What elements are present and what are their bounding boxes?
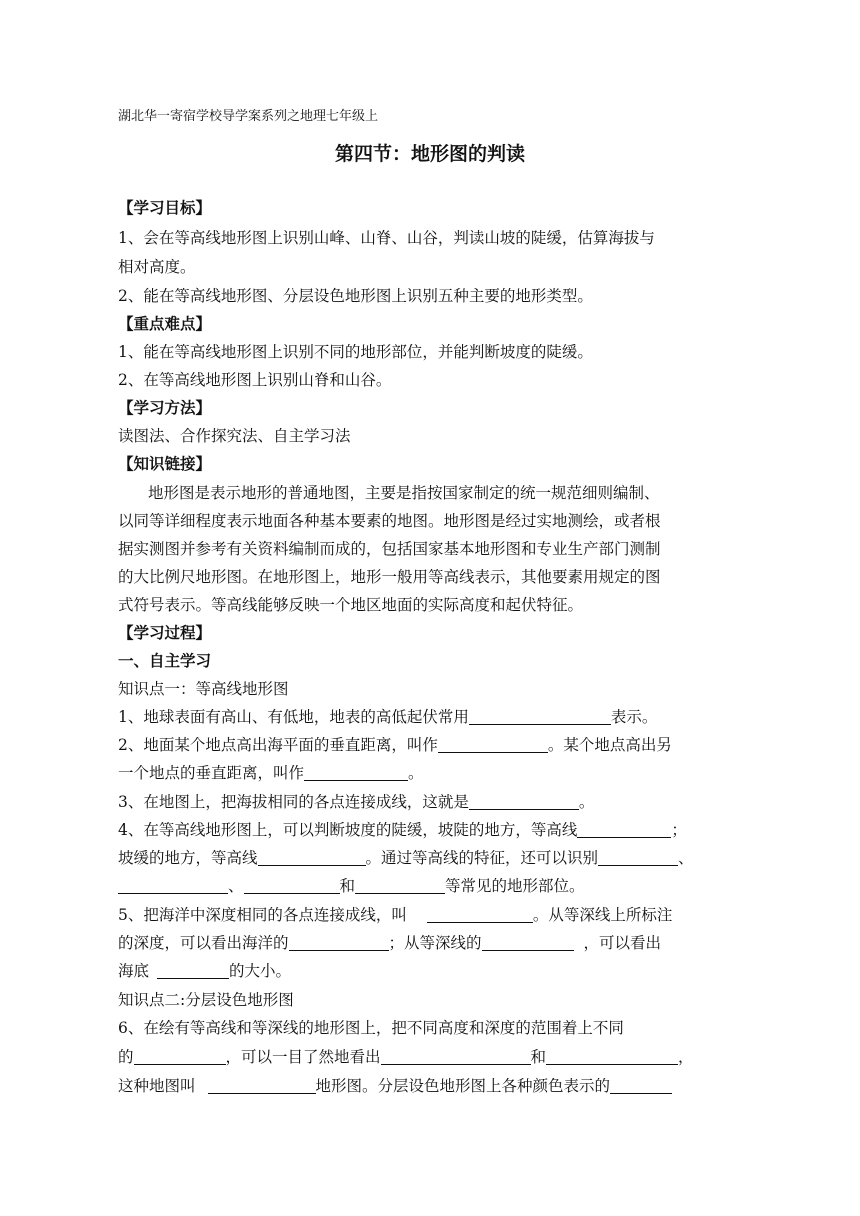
question-6-line-2 [118,1046,694,1068]
answer-blank[interactable] [289,934,389,951]
question-text: ；从等深线的 [388,934,482,952]
question-text: 坡缓的地方，等高线 [118,849,258,867]
question-text: 海底 [118,962,150,980]
question-text: 地形图。分层设色地形图上各种颜色表示的 [315,1077,611,1095]
key-2: 2、在等高线地形图上识别山脊和山谷。 [118,371,392,389]
key-1: 1、能在等高线地形图上识别不同的地形部位，并能判断坡度的陡缓。 [118,343,593,361]
answer-blank[interactable] [134,1048,226,1065]
link-paragraph-line: 以同等详细程度表示地面各种基本要素的地图。地形图是经过实地测绘，或者根 [118,512,661,530]
question-text: 、 [228,877,244,895]
knowledge-point-1: 知识点一：等高线地形图 [118,680,289,698]
answer-blank[interactable] [208,1077,316,1094]
question-4-line-1 [118,819,687,841]
answer-blank[interactable] [427,906,533,923]
question-text: 4、在等高线地形图上，可以判断坡度的陡缓，坡陡的地方，等高线 [118,821,578,839]
answer-blank[interactable] [546,1048,678,1065]
question-2-line-1 [118,734,672,756]
goal-1-line-1: 1、会在等高线地形图上识别山峰、山脊、山谷，判读山坡的陡缓，估算海拔与 [118,229,655,247]
question-5-line-2 [118,932,661,954]
question-text: 和 [339,877,356,895]
link-paragraph-line: 据实测图并参考有关资料编制而成的，包括国家基本地形图和专业生产部门测制 [118,540,661,558]
answer-blank[interactable] [258,849,366,866]
question-text: 5、把海洋中深度相同的各点连接成线，叫 [118,906,407,924]
question-text: ，可以一目了然地看出 [225,1048,381,1066]
question-text: 这种地图叫 [118,1077,196,1095]
question-text: 一个地点的垂直距离，叫作 [118,764,305,782]
link-paragraph-line: 式符号表示。等高线能够反映一个地区地面的实际高度和起伏特征。 [118,596,584,614]
question-text: ， [678,1048,694,1066]
answer-blank[interactable] [469,793,579,810]
page-header: 湖北华一寄宿学校导学案系列之地理七年级上 [118,109,379,124]
question-text: 、 [678,849,694,867]
question-2-line-2 [118,762,424,784]
goal-2: 2、能在等高线地形图、分层设色地形图上识别五种主要的地形类型。 [118,287,593,305]
question-text: 。某个地点高出另 [547,736,672,754]
answer-blank[interactable] [157,962,229,979]
answer-blank[interactable] [304,764,408,781]
answer-blank[interactable] [438,736,548,753]
question-5-line-1 [118,904,672,926]
answer-blank[interactable] [469,708,611,725]
question-text: 。通过等高线的特征，还可以识别 [365,849,599,867]
question-text: 的大小。 [229,962,292,980]
answer-blank[interactable] [598,849,678,866]
question-text: ； [671,821,687,839]
question-1 [118,706,657,728]
question-4-line-3 [118,875,585,897]
question-3 [118,791,594,813]
question-text: 和 [530,1048,547,1066]
goals-heading: 【学习目标】 [118,198,212,217]
answer-blank[interactable] [118,877,228,894]
goal-1-line-2: 相对高度。 [118,258,196,276]
question-4-line-2 [118,847,694,869]
link-heading: 【知识链接】 [118,454,212,473]
question-text: 等常见的地形部位。 [445,877,585,895]
question-text: 的深度，可以看出海洋的 [118,934,289,952]
method-heading: 【学习方法】 [118,398,212,417]
question-5-line-3 [118,960,291,982]
link-paragraph-line: 地形图是表示地形的普通地图，主要是指按国家制定的统一规范细则编制、 [148,484,660,502]
answer-blank[interactable] [577,821,671,838]
process-heading: 【学习过程】 [118,623,212,642]
answer-blank[interactable] [381,1048,531,1065]
question-6-line-1: 6、在绘有等高线和等深线的地形图上，把不同高度和深度的范围着上不同 [118,1019,624,1037]
question-text: 。 [578,793,595,811]
question-text: 。 [408,764,424,782]
question-text: 。从等深线上所标注 [532,906,673,924]
answer-blank[interactable] [244,877,340,894]
link-paragraph-line: 的大比例尺地形图。在地形图上，地形一般用等高线表示，其他要素用规定的图 [118,568,661,586]
self-study-heading: 一、自主学习 [118,651,212,670]
question-text: 2、地面某个地点高出海平面的垂直距离，叫作 [118,736,438,754]
question-text: 表示。 [610,708,658,726]
question-text: ，可以看出 [583,934,662,952]
key-heading: 【重点难点】 [118,314,212,333]
knowledge-point-2: 知识点二:分层设色地形图 [118,991,294,1009]
method-text: 读图法、合作探究法、自主学习法 [118,427,351,445]
question-text: 3、在地图上，把海拔相同的各点连接成线，这就是 [118,793,469,811]
answer-blank[interactable] [610,1077,672,1094]
question-text: 的 [118,1048,134,1066]
question-text: 1、地球表面有高山、有低地，地表的高低起伏常用 [118,708,469,726]
answer-blank[interactable] [355,877,445,894]
question-6-line-3 [118,1075,672,1097]
page-title: 第四节：地形图的判读 [334,143,525,165]
answer-blank[interactable] [482,934,574,951]
